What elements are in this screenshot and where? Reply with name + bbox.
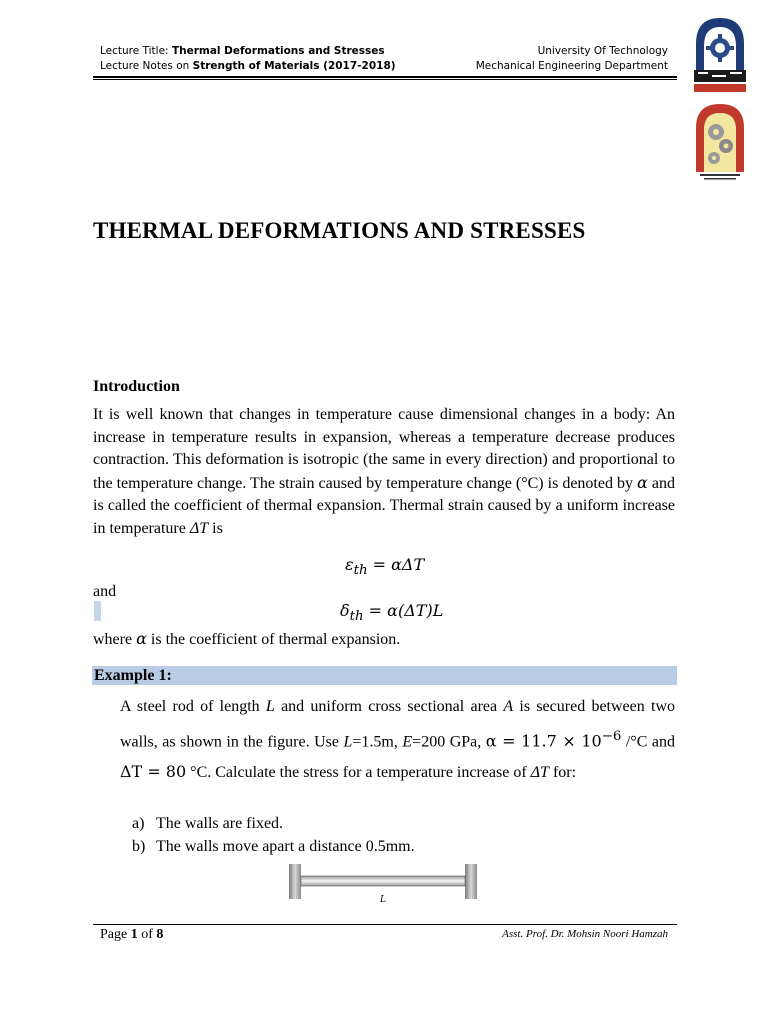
list-item-text: The walls are fixed. bbox=[156, 815, 284, 832]
intro-text-2: and is called the coefficient of thermal expansion. Thermal strain caused by a uniform increase in temperature bbox=[93, 474, 675, 537]
ex-text-8: for: bbox=[548, 764, 577, 782]
list-item-label: a) bbox=[132, 815, 145, 832]
header-left bbox=[100, 44, 396, 74]
eq1-subscript: th bbox=[353, 563, 368, 579]
example-list bbox=[132, 812, 415, 858]
list-item bbox=[132, 812, 415, 835]
ex-alpha-eq: α = 11.7 × 10 bbox=[485, 731, 602, 751]
page-current: 1 bbox=[130, 927, 138, 942]
ex-text-6: /°C and bbox=[621, 733, 676, 751]
page-prefix: Page bbox=[100, 927, 131, 942]
introduction-paragraph bbox=[93, 404, 675, 540]
lecture-notes-line bbox=[100, 59, 396, 74]
thermal-strain-equation bbox=[345, 555, 424, 578]
author-name: Asst. Prof. Dr. Mohsin Noori Hamzah bbox=[502, 928, 668, 940]
example-heading: Example 1: bbox=[94, 667, 172, 684]
right-wall bbox=[465, 864, 477, 899]
ex-var-L: L bbox=[265, 698, 275, 715]
left-wall bbox=[289, 864, 301, 899]
highlight-marker bbox=[94, 601, 101, 621]
header-divider bbox=[93, 76, 677, 78]
alpha-symbol: α bbox=[637, 472, 648, 492]
where-line bbox=[93, 629, 400, 649]
page-title: THERMAL DEFORMATIONS AND STRESSES bbox=[93, 218, 586, 243]
delta-t-symbol: ΔT bbox=[189, 519, 209, 537]
rod-between-walls-figure bbox=[287, 862, 482, 904]
where-text-1: where bbox=[93, 631, 137, 648]
eq2-rhs: = α(ΔT)L bbox=[363, 601, 444, 620]
ex-text-2: and uniform cross sectional area bbox=[274, 698, 504, 715]
university-logo bbox=[690, 14, 750, 96]
rod-length-label: L bbox=[380, 895, 386, 904]
department-name: Mechanical Engineering Department bbox=[475, 60, 668, 72]
eq1-lhs: ε bbox=[345, 555, 354, 574]
example-paragraph bbox=[120, 692, 675, 788]
example-heading-bar bbox=[92, 666, 677, 685]
where-text-2: is the coefficient of thermal expansion. bbox=[146, 631, 401, 648]
ex-var-E: E bbox=[402, 733, 413, 751]
steel-rod bbox=[301, 876, 465, 886]
intro-text-3: is bbox=[208, 519, 223, 537]
ex-delta-t-eq: ΔT = 80 bbox=[120, 762, 187, 782]
thermal-deformation-equation bbox=[340, 601, 443, 624]
ex-text-3: is secured between two walls, as shown in the figure. Use bbox=[120, 698, 676, 751]
lecture-title-line bbox=[100, 44, 396, 59]
page-of: of bbox=[137, 927, 157, 942]
eq2-subscript: th bbox=[349, 609, 364, 625]
lecture-title: Thermal Deformations and Stresses bbox=[171, 45, 385, 57]
ex-text-4: =1.5m, bbox=[352, 733, 403, 751]
ex-var-L2: L bbox=[343, 733, 353, 751]
list-item-text: The walls move apart a distance 0.5mm. bbox=[156, 838, 415, 855]
list-item-label: b) bbox=[132, 838, 146, 855]
ex-var-A: A bbox=[503, 698, 514, 715]
eq2-lhs: δ bbox=[340, 601, 350, 620]
course-name: Strength of Materials (2017-2018) bbox=[192, 60, 396, 72]
ex-text-7: °C. Calculate the stress for a temperature increase of bbox=[186, 764, 531, 782]
eq1-rhs: = αΔT bbox=[367, 555, 425, 574]
where-alpha: α bbox=[136, 629, 147, 648]
footer-divider bbox=[93, 924, 677, 925]
page-number bbox=[100, 927, 163, 943]
university-name: University Of Technology bbox=[537, 45, 668, 57]
and-text: and bbox=[93, 583, 117, 600]
department-logo bbox=[690, 100, 750, 182]
header-right bbox=[476, 44, 668, 74]
page-total: 8 bbox=[156, 927, 164, 942]
introduction-heading: Introduction bbox=[93, 378, 180, 395]
ex-text-5: =200 GPa, bbox=[412, 733, 486, 751]
lecture-title-label: Lecture Title: bbox=[100, 45, 172, 57]
ex-text-1: A steel rod of length bbox=[120, 698, 266, 715]
ex-exponent: −6 bbox=[601, 729, 622, 744]
ex-var-delta-t: ΔT bbox=[530, 764, 549, 782]
header-divider-thin bbox=[93, 79, 677, 80]
lecture-notes-label: Lecture Notes on bbox=[100, 60, 193, 72]
list-item bbox=[132, 835, 415, 858]
intro-text-1: It is well known that changes in temperature cause dimensional changes in a body: An increase in temperature results in expansion, whereas a temperature decrease produces contraction. This deformation is isotropic (the same in every direction) and proportional to the temperature change. The strain caused by temperature change (°C) is denoted by bbox=[93, 406, 675, 492]
